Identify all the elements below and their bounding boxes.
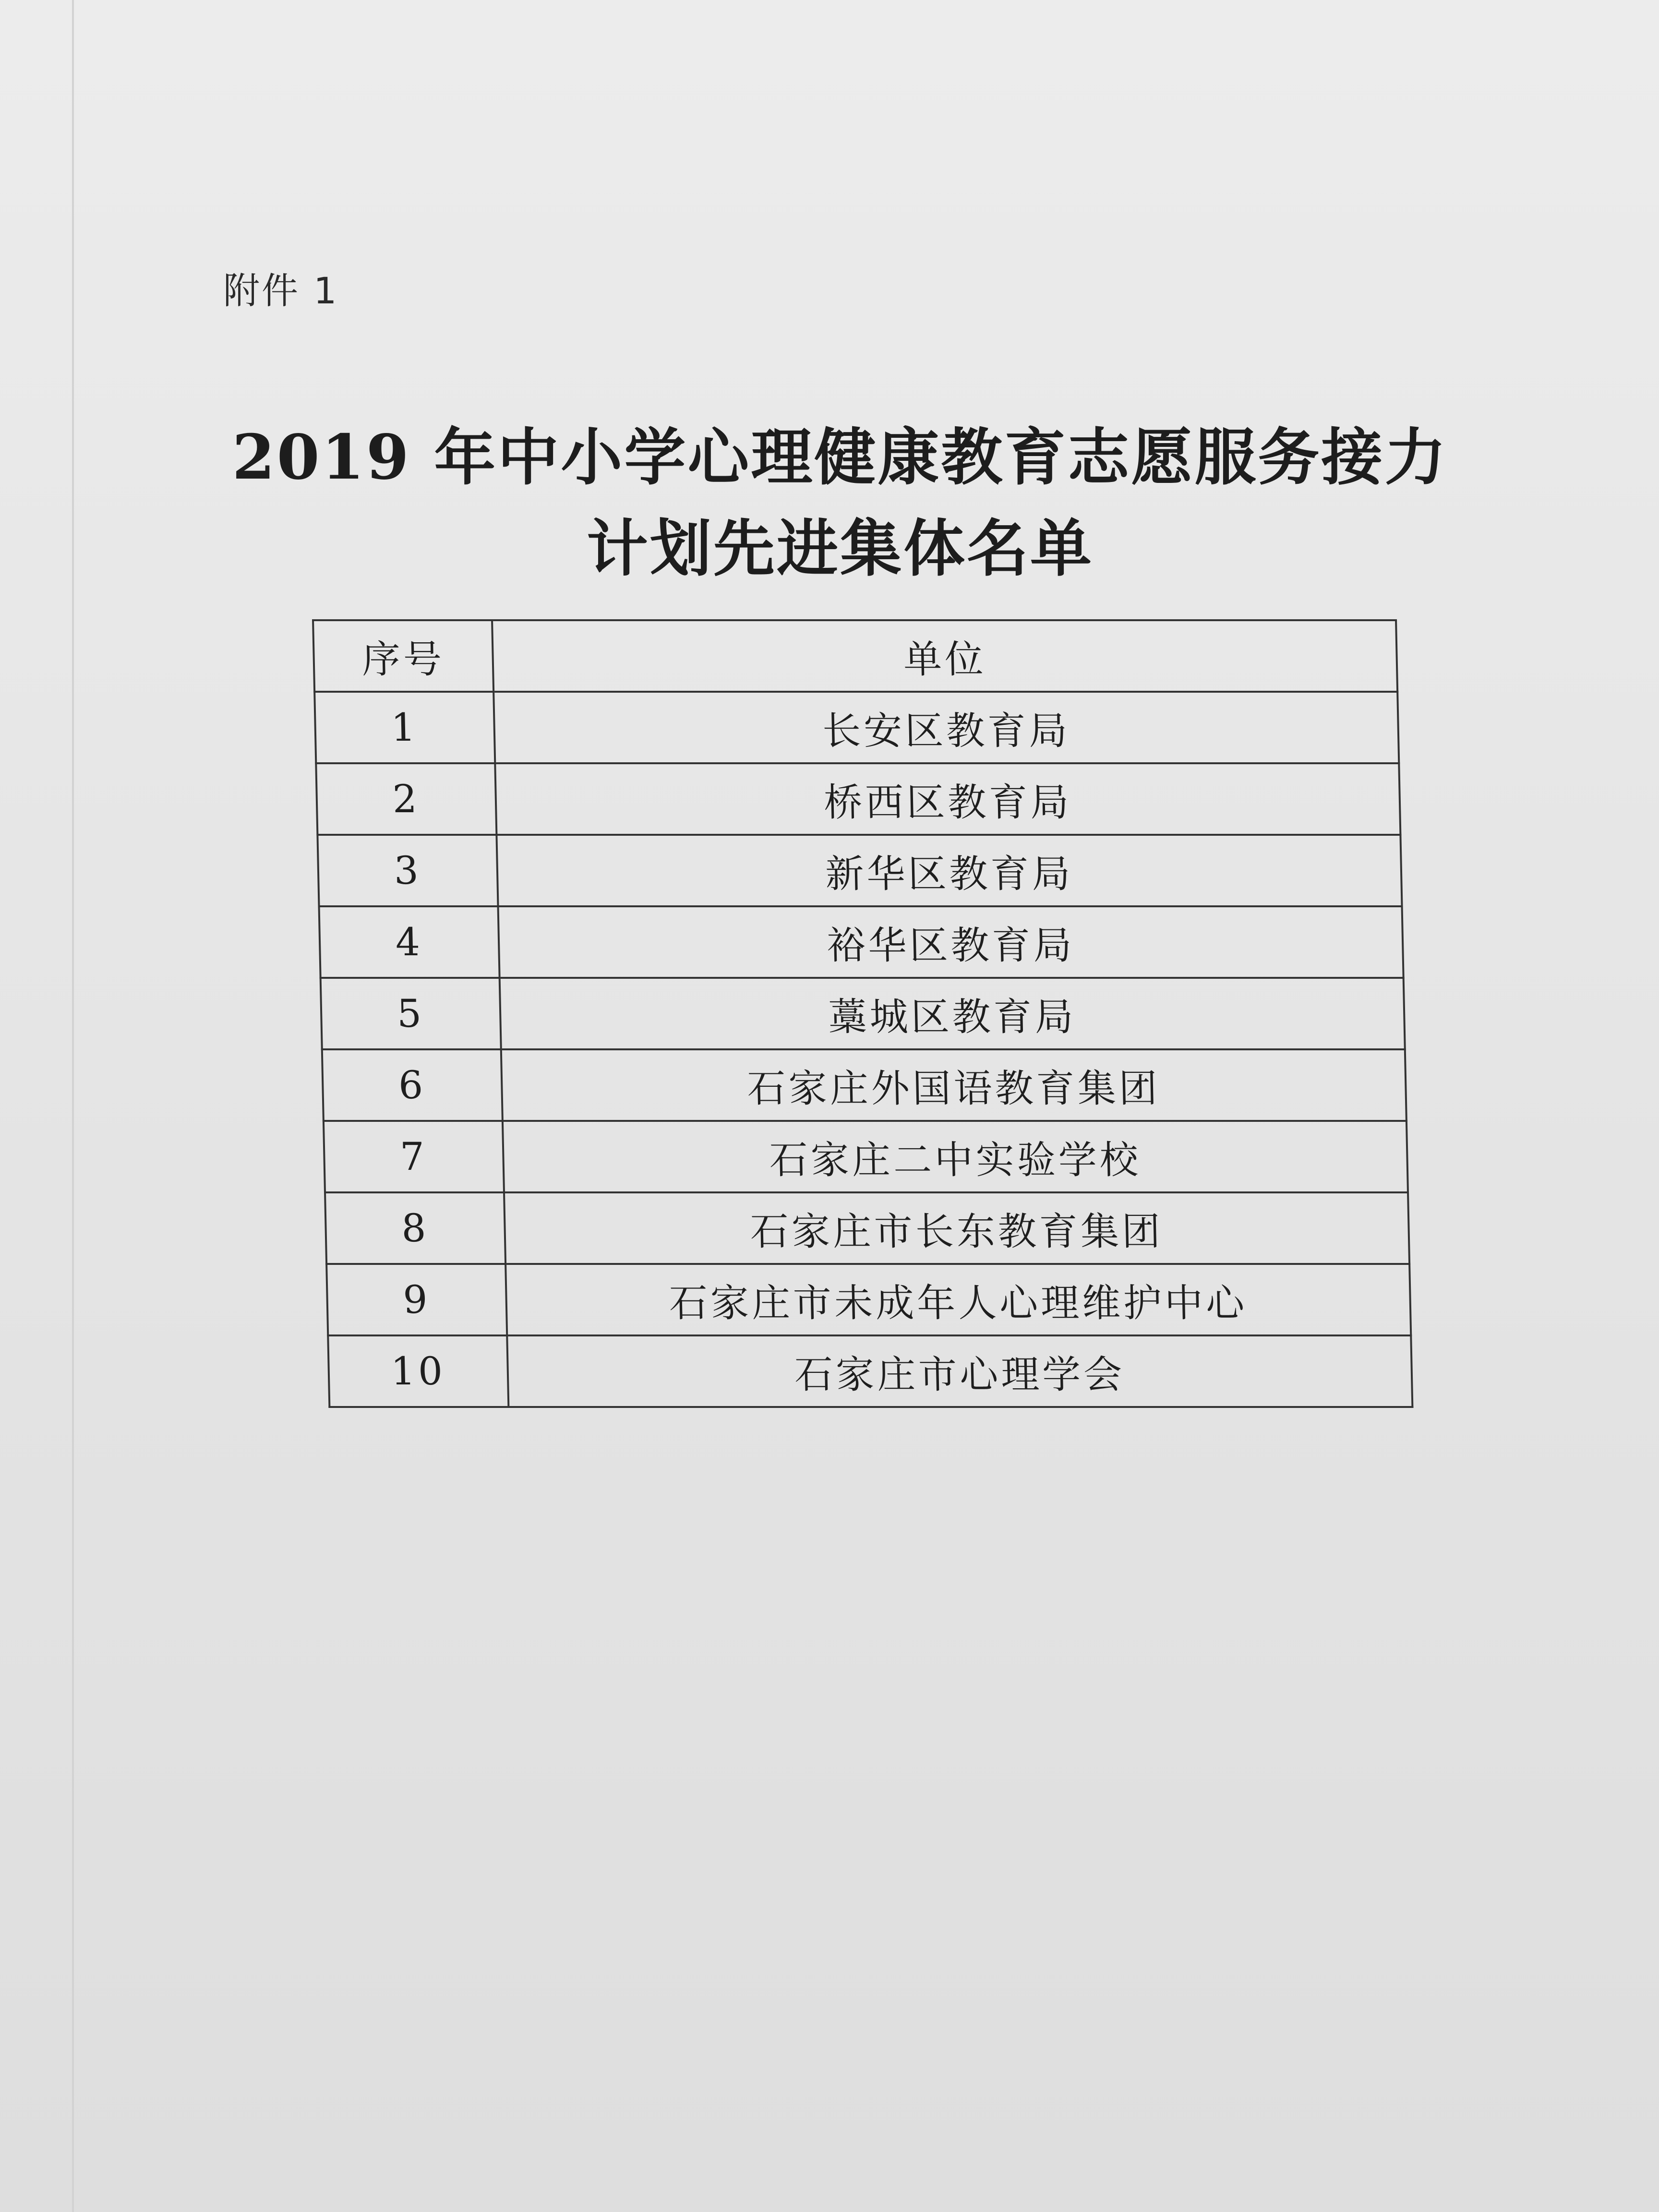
table-row <box>326 1264 1411 1335</box>
table-row <box>328 1335 1412 1407</box>
row-number: 6 <box>322 1049 503 1121</box>
row-number: 8 <box>325 1192 505 1264</box>
table-row <box>316 763 1400 835</box>
row-number: 5 <box>321 978 501 1049</box>
table-row <box>322 1049 1407 1121</box>
row-unit: 石家庄外国语教育集团 <box>501 1049 1407 1121</box>
table-row <box>314 692 1399 763</box>
row-unit: 石家庄市心理学会 <box>507 1335 1413 1407</box>
row-unit: 藁城区教育局 <box>499 978 1405 1049</box>
attachment-label: 附件 1 <box>223 269 339 312</box>
row-unit: 石家庄二中实验学校 <box>502 1121 1408 1192</box>
row-number: 9 <box>326 1264 507 1335</box>
row-number: 2 <box>316 763 496 835</box>
title-line-1: 2019 年中小学心理健康教育志愿服务接力 <box>232 421 1448 493</box>
row-number: 3 <box>317 835 498 906</box>
advanced-collectives-table <box>312 619 1413 1408</box>
table-row <box>317 835 1402 906</box>
table-header-row <box>313 620 1397 692</box>
row-number: 7 <box>324 1121 504 1192</box>
page-edge <box>72 0 74 2212</box>
row-unit: 石家庄市未成年人心理维护中心 <box>505 1264 1411 1335</box>
row-unit: 长安区教育局 <box>493 692 1399 763</box>
header-unit: 单位 <box>492 620 1398 692</box>
table-row <box>325 1192 1409 1264</box>
row-number: 1 <box>314 692 495 763</box>
title-line-2: 计划先进集体名单 <box>586 513 1094 585</box>
table-row <box>321 978 1405 1049</box>
row-unit: 桥西区教育局 <box>495 763 1401 835</box>
row-number: 4 <box>319 906 500 978</box>
row-unit: 石家庄市长东教育集团 <box>504 1192 1410 1264</box>
row-number: 10 <box>328 1335 508 1407</box>
row-unit: 新华区教育局 <box>496 835 1402 906</box>
table-row <box>319 906 1404 978</box>
header-serial-number: 序号 <box>313 620 493 692</box>
row-unit: 裕华区教育局 <box>498 906 1404 978</box>
table-row <box>324 1121 1408 1192</box>
